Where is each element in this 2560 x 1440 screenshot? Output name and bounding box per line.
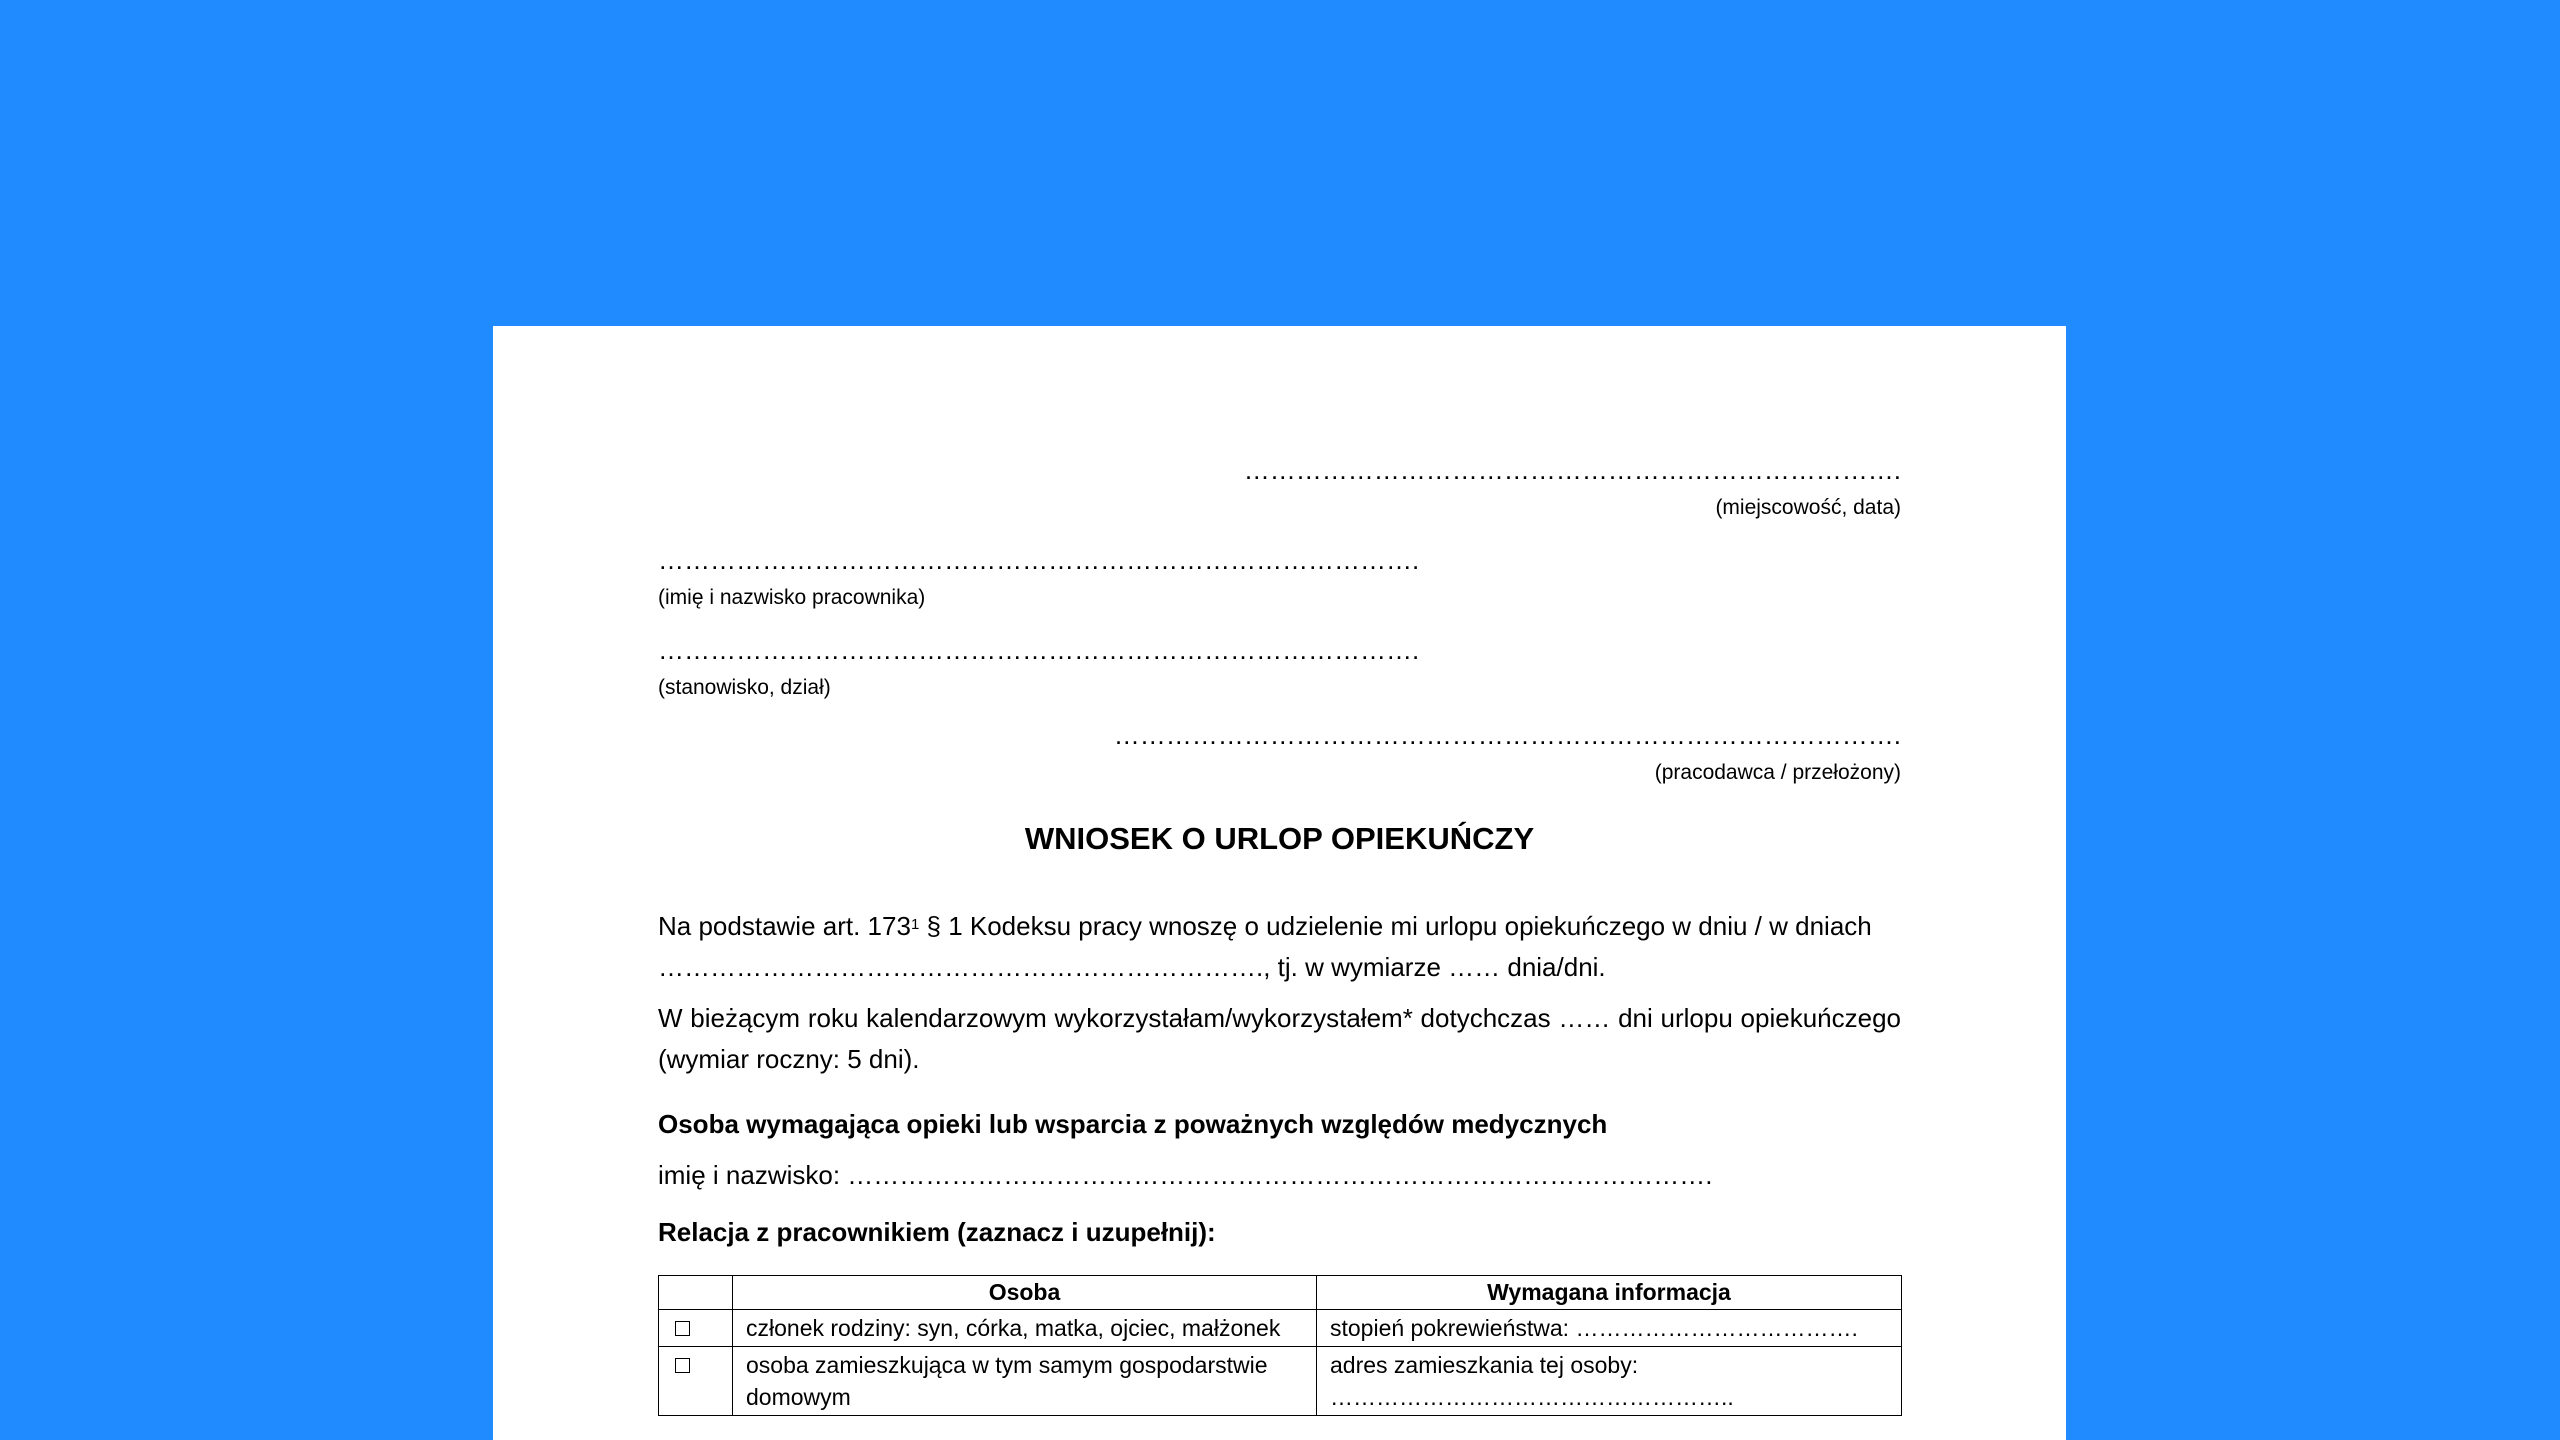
row-person-household: osoba zamieszkująca w tym samym gospodarstwie domowym <box>733 1347 1317 1416</box>
document-title: WNIOSEK O URLOP OPIEKUŃCZY <box>1024 821 1535 856</box>
checkbox-icon[interactable] <box>675 1358 690 1373</box>
checkbox-household-member[interactable] <box>659 1347 733 1416</box>
row-info-kinship[interactable]: stopień pokrewieństwa: ………………………………. <box>1317 1310 1902 1347</box>
table-row <box>659 1347 1902 1416</box>
position-caption: (stanowisko, dział) <box>658 676 831 699</box>
request-text-start: Na podstawie art. 173 <box>658 911 911 941</box>
relation-table <box>658 1275 1902 1416</box>
column-header-checkbox <box>659 1276 733 1310</box>
table-row <box>659 1310 1902 1347</box>
usage-paragraph: W bieżącym roku kalendarzowym wykorzystałam/wykorzystałem* dotychczas …… dni urlopu opiekuńczego (wymiar roczny: 5 dni). <box>658 1003 1901 1074</box>
person-name-line[interactable]: imię i nazwisko: ………………………………………………………………………………………. <box>658 1160 1713 1190</box>
position-field[interactable]: ……………………………………………………………………………. <box>658 635 1420 665</box>
person-section-heading: Osoba wymagająca opieki lub wsparcia z poważnych względów medycznych <box>658 1109 1608 1139</box>
employee-name-field[interactable]: ……………………………………………………………………………. <box>658 545 1420 575</box>
request-text-end: § 1 Kodeksu pracy wnoszę o udzielenie mi urlopu opiekuńczego w dniu / w dniach <box>919 911 1872 941</box>
request-paragraph <box>658 906 1901 988</box>
employee-name-caption: (imię i nazwisko pracownika) <box>658 586 926 609</box>
checkbox-family-member[interactable] <box>659 1310 733 1347</box>
checkbox-icon[interactable] <box>675 1321 690 1336</box>
relation-table-header <box>659 1276 1902 1310</box>
article-superscript: 1 <box>910 916 920 933</box>
row-person-family: członek rodziny: syn, córka, matka, ojciec, małżonek <box>733 1310 1317 1347</box>
row-info-address[interactable]: adres zamieszkania tej osoby: …………………………………………….. <box>1317 1347 1902 1416</box>
employer-caption: (pracodawca / przełożony) <box>1654 761 1901 784</box>
column-header-info: Wymagana informacja <box>1317 1276 1902 1310</box>
request-dates-line[interactable]: ……………………………………………………………., tj. w wymiarze …… dnia/dni. <box>658 952 1606 982</box>
document-page <box>493 326 2066 1440</box>
employer-field[interactable]: ………………………………………………………………………………. <box>1113 720 1901 750</box>
relation-section-heading: Relacja z pracownikiem (zaznacz i uzupełnij): <box>658 1217 1216 1247</box>
column-header-person: Osoba <box>733 1276 1317 1310</box>
place-date-field[interactable]: …………………………………………………………………. <box>1243 455 1901 485</box>
place-date-caption: (miejscowość, data) <box>1715 496 1901 519</box>
